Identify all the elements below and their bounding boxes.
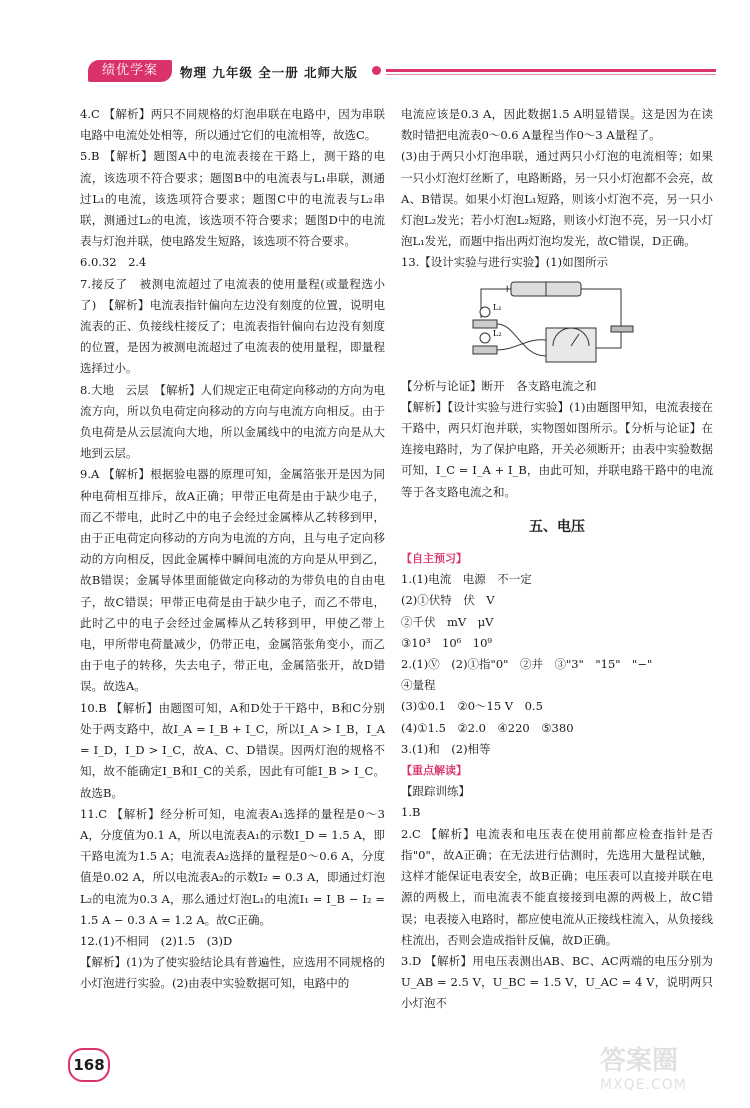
track-answer: 1.B [401,805,421,820]
answer-6: 6.0.32 2.4 [80,255,147,270]
preview-item: ③10³ 10⁶ 10⁹ [401,635,493,650]
answer-5: 5.B 【解析】题图A中的电流表接在干路上，测干路的电流，该选项不符合要求；题图B中的电流表与L₁串联，测通过L₁的电流，该选项符合要求；题图C中的电流表与L₂串联，测通过L₂的电流，该选项不符合要求；题图D中的电流表与灯泡并联，使电路发生短路，该选项不符合要求。 [80,149,385,249]
answer-7: 7.接反了 被测电流超过了电流表的使用量程(或量程选小了) 【解析】电流表指针偏向左边没有刻度的位置，说明电流表的正、负接线柱接反了；电流表指针偏向右边没有刻度的位置，是因为被测电流超过了电流表的使用量程，即量程选择过小。 [80,276,385,376]
l2-label: L₂ [493,328,502,338]
answer-13: 13.【设计实验与进行实验】(1)如图所示 [401,255,609,270]
answer-12: 12.(1)不相同 (2)1.5 (3)D [80,933,233,948]
key-points-tag: 【重点解读】 [401,764,467,778]
preview-tag: 【自主预习】 [401,552,467,566]
l1-label: L₁ [493,302,502,312]
answer-12-continued: 电流应该是0.3 A，因此数据1.5 A明显错误。这是因为在读数时错把电流表0～0.6 A量程当作0～3 A量程了。 [401,107,713,143]
plus-label: + [503,283,512,295]
answer-8: 8.大地 云层 【解析】人们规定正电荷定向移动的方向为电流方向，所以负电荷定向移动的方向与电流方向相反。由于负电荷是从云层流向大地，所以金属线中的电流方向是从大地到云层。 [80,382,385,461]
circuit-diagram [471,278,641,370]
analysis-conclusion: 【分析与论证】断开 各支路电流之和 [401,378,597,393]
preview-item: 2.(1)Ⓥ (2)①指"0" ②并 ③"3" "15" "−" [401,657,653,672]
track-answer: 2.C 【解析】电流表和电压表在使用前都应检查指针是否指"0"，故A正确；在无法进行估测时，先选用大量程试触，这样才能保证电表安全，故B正确；电压表可以直接并联在电源的两极上，而电流表不能直接接到电源的两极上，故C错误；电表接入电路时，都应使电流从正接线柱流入，从负接线柱流出，否则会造成指针反偏，故D正确。 [401,826,713,947]
preview-item: (4)①1.5 ②2.0 ④220 ⑤380 [401,720,574,735]
header-rule-thin [386,74,716,75]
answer-10: 10.B 【解析】由题图可知，A和D处于干路中，B和C分别处于两支路中，故I_A = I_B + I_C，所以I_A > I_B，I_A = I_D，I_D > I_C，故A、C、D错误。因两灯泡的规格不知，故不能确定I_B和I_C的关系，因此有可能I_B > I_C。故选B。 [80,700,385,800]
answer-13-explanation: 【解析】【设计实验与进行实验】(1)由题图甲知，电流表接在干路中，两只灯泡并联，实物图如图所示。【分析与论证】在连接电路时，为了保护电路，开关必须断开；由表中实验数据可知，I_C = I_A + I_B，由此可知，并联电路干路中的电流等于各支路电流之和。 [401,399,713,499]
book-title: 物理 九年级 全一册 北师大版 [180,65,359,80]
answer-12-part3: (3)由于两只小灯泡串联，通过两只小灯泡的电流相等；如果一只小灯泡灯丝断了，电路断路，另一只小灯泡都不会亮，故A、B错误。如果小灯泡L₁短路，则该小灯泡不亮，另一只小灯泡L₂发光；若小灯泡L₂短路，则该小灯泡不亮，另一只小灯泡L₁发光，而题中指出两灯泡均发光，故C错误，D正确。 [401,149,713,249]
section-title: 五、电压 [529,518,585,535]
answer-9: 9.A 【解析】根据验电器的原理可知，金属箔张开是因为同种电荷相互排斥，故A正确；甲带正电荷是由于缺少电子，而乙不带电，此时乙中的电子会经过金属棒从乙转移到甲，由于正电荷定向移动的方向为电流的方向，且与电子定向移动的方向相反，因此金属棒中瞬间电流的方向是从甲到乙，故B错误；金属导体里面能做定向移动的为带负电的自由电子，故C错误；甲带正电荷是由于缺少电子，而乙不带电，此时乙中的电子会经过金属棒从乙转移到甲，甲使乙带上电，甲所带电荷量减少，仍带正电，金属箔张角变小，而乙由于电子的转移，失去电子，带正电，金属箔张开，故D错误。故选A。 [80,467,385,694]
answer-12-explanation: 【解析】(1)为了使实验结论具有普遍性，应选用不同规格的小灯泡进行实验。(2)由表中实验数据可知，电路中的 [80,955,385,991]
brand-badge: 绩优学案 [88,60,172,82]
preview-item: ④量程 [401,678,436,693]
watermark-logo: 答案圈 MXQE.COM [600,1046,687,1093]
left-column [80,104,385,995]
track-answer: 3.D 【解析】用电压表测出AB、BC、AC两端的电压分别为U_AB = 2.5 V，U_BC = 1.5 V，U_AC = 4 V，说明两只小灯泡不 [401,953,713,1011]
answer-4: 4.C 【解析】两只不同规格的灯泡串联在电路中，因为串联电路中电流处处相等，所以通过它们的电流相等，故选C。 [80,107,385,143]
tracking-label: 【跟踪训练】 [401,784,470,799]
preview-item: 1.(1)电流 电源 不一定 [401,572,532,587]
minus-label: − [585,283,594,295]
preview-item: (3)①0.1 ②0～15 V 0.5 [401,699,543,714]
answer-11: 11.C 【解析】经分析可知，电流表A₁选择的量程是0～3 A，分度值为0.1 A，所以电流表A₁的示数I_D = 1.5 A，即干路电流为1.5 A；电流表A₂选择的量程是0～0.6 A，分度值是0.02 A，所以电流表A₂的示数I₂ = 0.3 A，即通过灯泡L₂的电流为0.3 A，那么通过灯泡L₁的电流I₁ = I_B − I₂ = 1.5 A − 0.3 A = 1.2 A。故C正确。 [80,806,385,927]
page-number: 168 [68,1048,110,1082]
preview-item: ②千伏 mV μV [401,614,494,629]
right-column [401,104,713,1015]
circuit-figure [471,278,641,370]
preview-item: 3.(1)和 (2)相等 [401,741,491,756]
header-rule [386,69,716,72]
preview-item: (2)①伏特 伏 V [401,593,495,608]
page-header [80,56,720,84]
header-dot [372,66,381,75]
